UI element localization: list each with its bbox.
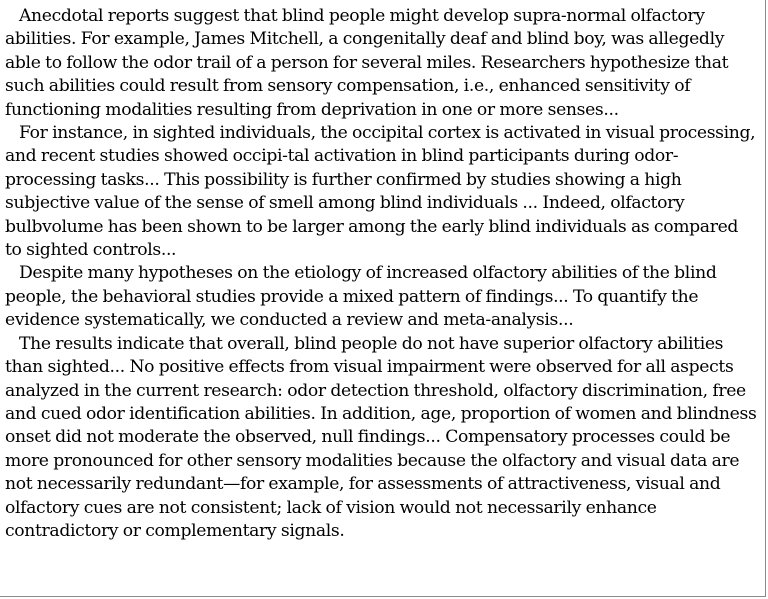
paragraph-3: Despite many hypotheses on the etiology of increased olfactory abilities of the blind people, the behavioral studies provide a mixed pattern of findings... To quantify the evidence systematically, we conducted a review and meta-analysis... — [5, 263, 717, 331]
paragraph-2: For instance, in sighted individuals, the occipital cortex is activated in visual processing, and recent studies showed occipi-tal activation in blind participants during odor-processing tasks... This possibility is further confirmed by studies showing a high subjective value of the sense of smell among blind individuals ... Indeed, olfactory bulbvolume has been shown to be larger among the early blind individuals as compared to sighted controls... — [5, 123, 756, 261]
paragraph-4: The results indicate that overall, blind people do not have superior olfactory abilities than sighted... No positive effects from visual impairment were observed for all aspects analyzed in the current research: odor detection threshold, olfactory discrimination, free and cued odor identification abilities. In addition, age, proportion of women and blindness onset did not moderate the observed, null findings... Compensatory processes could be more pronounced for other sensory modalities because the olfactory and visual data are not necessarily redundant—for example, for assessments of attractiveness, visual and olfactory cues are not consistent; lack of vision would not necessarily enhance contradictory or complementary signals. — [5, 333, 757, 541]
paragraph-1: Anecdotal reports suggest that blind people might develop supra-normal olfactory abilities. For example, James Mitchell, a congenitally deaf and blind boy, was allegedly able to follow the odor trail of a person for several miles. Researchers hypothesize that such abilities could result from sensory compensation, i.e., enhanced sensitivity of functioning modalities resulting from deprivation in one or more senses... — [5, 6, 729, 120]
